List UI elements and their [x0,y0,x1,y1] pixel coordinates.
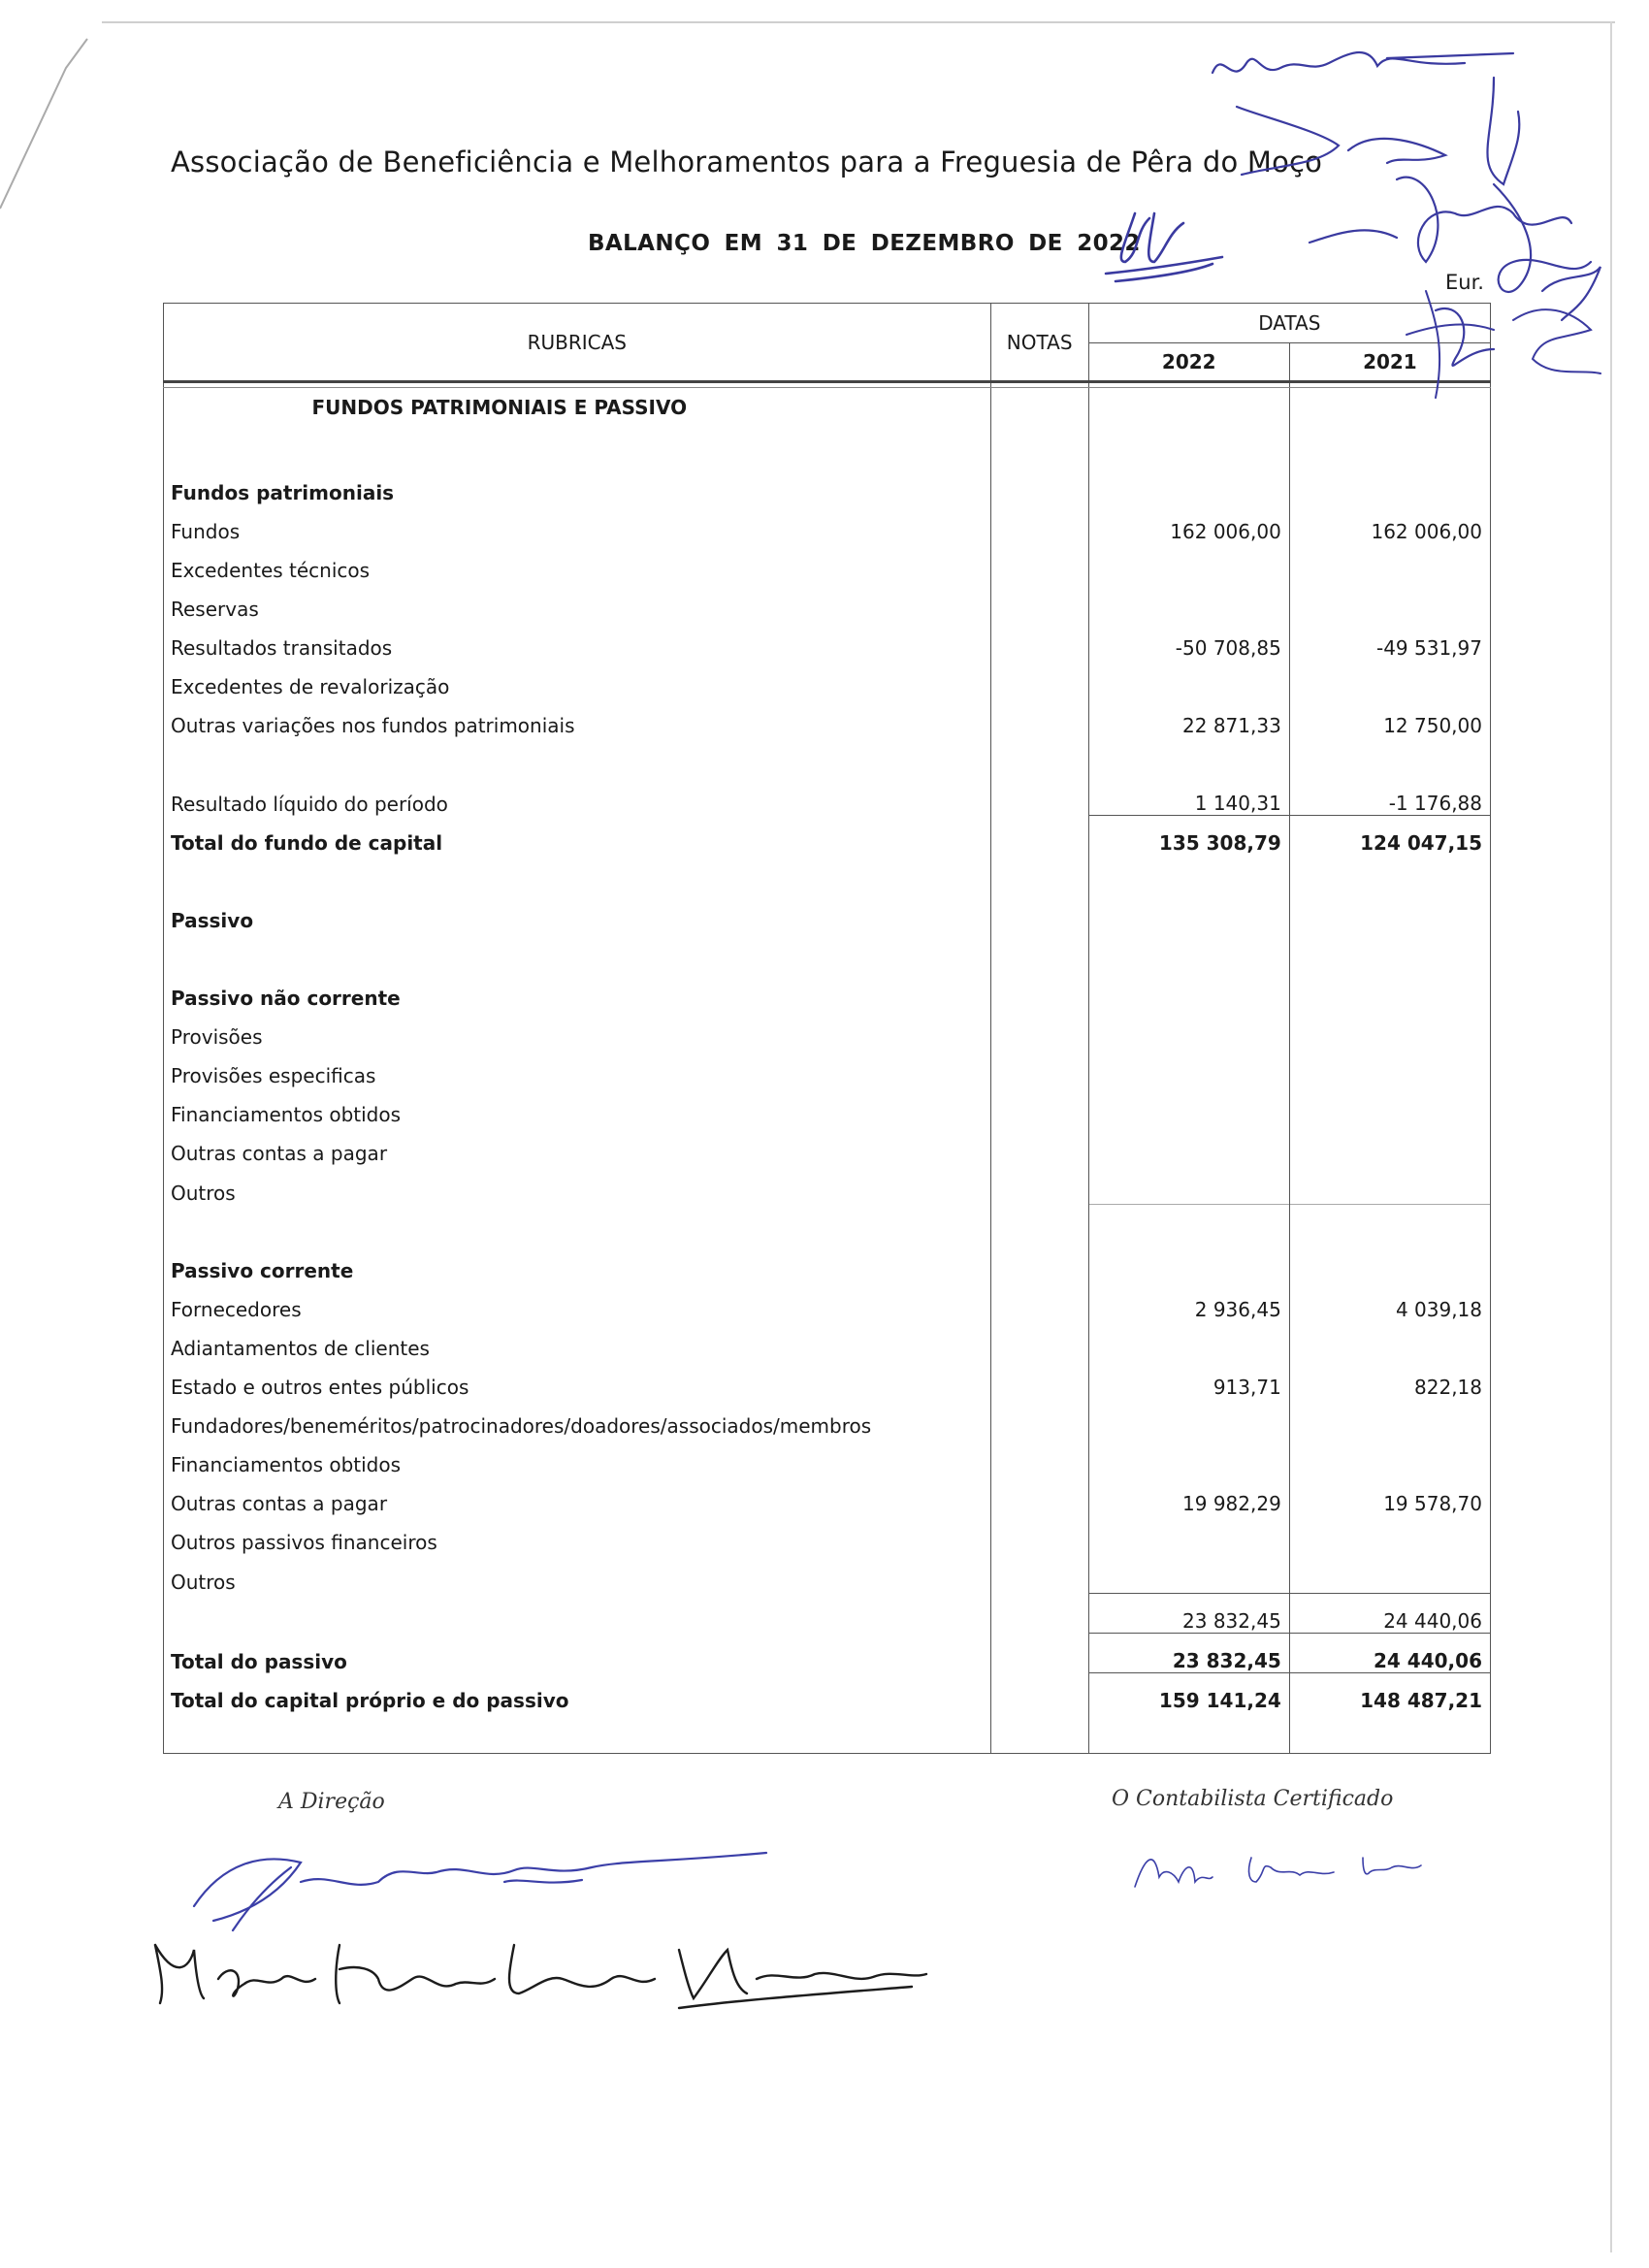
value-2021 [1289,1049,1490,1087]
value-2021 [1289,1165,1490,1205]
value-2022: -50 708,85 [1088,621,1289,660]
column-header-year-2021: 2021 [1289,343,1490,382]
row-label: Excedentes técnicos [164,543,991,582]
row-label: Passivo não corrente [164,971,991,1010]
table-row [164,504,1491,543]
value-2021 [1289,893,1490,932]
balance-sheet-rows [164,388,1491,1754]
organization-title: Associação de Beneficiência e Melhoramentos para a Freguesia de Pêra do Moço [171,146,1323,178]
row-notes [990,1360,1088,1399]
row-label: Reservas [164,582,991,621]
row-label: Outros [164,1554,991,1594]
row-label: Excedentes de revalorização [164,660,991,698]
table-row [164,1049,1491,1087]
row-notes [990,816,1088,856]
balance-sheet-table [163,303,1491,1754]
value-2021: 822,18 [1289,1360,1490,1399]
row-notes [990,737,1088,776]
table-row [164,855,1491,893]
row-label: Resultados transitados [164,621,991,660]
row-label [164,855,991,893]
value-2022: 19 982,29 [1088,1476,1289,1515]
value-2021 [1289,660,1490,698]
row-notes [990,1165,1088,1205]
table-row [164,1554,1491,1594]
value-2021: -1 176,88 [1289,776,1490,816]
row-notes [990,582,1088,621]
row-label [164,427,991,466]
row-label: Outras variações nos fundos patrimoniais [164,698,991,737]
value-2021 [1289,855,1490,893]
table-row [164,1126,1491,1165]
table-row [164,1010,1491,1049]
value-2021 [1289,1399,1490,1438]
value-2021 [1289,1554,1490,1594]
row-notes [990,1438,1088,1476]
value-2022 [1088,737,1289,776]
row-notes [990,1594,1088,1634]
balance-sheet-title: BALANÇO EM 31 DE DEZEMBRO DE 2022 [588,231,1141,256]
row-notes [990,388,1088,428]
row-notes [990,1126,1088,1165]
row-notes [990,1476,1088,1515]
table-row [164,776,1491,816]
row-label: Provisões especificas [164,1049,991,1087]
table-row [164,816,1491,856]
value-2021 [1289,543,1490,582]
value-2022 [1088,1438,1289,1476]
direction-signatures [136,1824,931,2018]
value-2022: 159 141,24 [1088,1673,1289,1713]
row-notes [990,971,1088,1010]
row-notes [990,932,1088,971]
row-notes [990,1282,1088,1321]
value-2021 [1289,1087,1490,1126]
table-row [164,1712,1491,1754]
row-notes [990,1399,1088,1438]
value-2021: 124 047,15 [1289,816,1490,856]
row-notes [990,1673,1088,1713]
folded-corner-edge [0,0,116,252]
row-notes [990,1205,1088,1245]
table-row [164,660,1491,698]
row-label [164,737,991,776]
value-2021 [1289,582,1490,621]
value-2022 [1088,543,1289,582]
initials-signature [1096,194,1232,301]
row-label [164,1205,991,1245]
value-2022: 2 936,45 [1088,1282,1289,1321]
section-heading: FUNDOS PATRIMONIAIS E PASSIVO [164,388,991,428]
value-2022 [1088,1712,1289,1754]
table-row [164,1515,1491,1554]
table-row [164,971,1491,1010]
accountant-signature [1125,1838,1436,1906]
column-header-rubricas: RUBRICAS [164,304,991,382]
row-notes [990,1244,1088,1282]
table-row [164,1673,1491,1713]
table-row [164,1399,1491,1438]
value-2021 [1289,1244,1490,1282]
value-2021: 24 440,06 [1289,1594,1490,1634]
value-2021 [1289,427,1490,466]
value-2021 [1289,971,1490,1010]
row-notes [990,1554,1088,1594]
value-2022 [1088,1165,1289,1205]
value-2021: 24 440,06 [1289,1634,1490,1673]
value-2022: 23 832,45 [1088,1594,1289,1634]
value-2021: -49 531,97 [1289,621,1490,660]
row-label: Fundos [164,504,991,543]
row-notes [990,1515,1088,1554]
value-2022 [1088,582,1289,621]
table-row [164,1438,1491,1476]
row-notes [990,660,1088,698]
row-notes [990,1087,1088,1126]
row-notes [990,543,1088,582]
accountant-label: O Contabilista Certificado [1112,1787,1394,1811]
value-2021 [1289,1438,1490,1476]
value-2022 [1088,1399,1289,1438]
table-row [164,1087,1491,1126]
row-notes [990,621,1088,660]
row-notes [990,1010,1088,1049]
value-2022: 23 832,45 [1088,1634,1289,1673]
row-label: Adiantamentos de clientes [164,1321,991,1360]
value-2022 [1088,1554,1289,1594]
table-row [164,1244,1491,1282]
value-2021 [1289,1010,1490,1049]
column-header-year-2022: 2022 [1088,343,1289,382]
value-2021 [1289,1321,1490,1360]
table-row [164,1476,1491,1515]
value-2022 [1088,1321,1289,1360]
row-label: Provisões [164,1010,991,1049]
value-2022: 135 308,79 [1088,816,1289,856]
row-notes [990,893,1088,932]
row-label: Total do capital próprio e do passivo [164,1673,991,1713]
direction-label: A Direção [278,1790,385,1814]
row-label: Fundos patrimoniais [164,466,991,504]
table-row [164,1594,1491,1634]
table-row [164,427,1491,466]
value-2021: 19 578,70 [1289,1476,1490,1515]
row-notes [990,1049,1088,1087]
value-2022 [1088,1087,1289,1126]
value-2022 [1088,1126,1289,1165]
value-2021: 162 006,00 [1289,504,1490,543]
row-label: Outras contas a pagar [164,1476,991,1515]
value-2021 [1289,1515,1490,1554]
value-2022 [1088,1515,1289,1554]
row-label [164,932,991,971]
column-header-notas: NOTAS [990,304,1088,382]
value-2022 [1088,660,1289,698]
row-label: Total do passivo [164,1634,991,1673]
row-notes [990,1712,1088,1754]
table-row [164,543,1491,582]
table-row [164,1165,1491,1205]
row-label: Financiamentos obtidos [164,1087,991,1126]
row-label: Fornecedores [164,1282,991,1321]
value-2021: 4 039,18 [1289,1282,1490,1321]
row-label [164,1712,991,1754]
value-2021 [1289,1126,1490,1165]
value-2022 [1088,893,1289,932]
value-2022: 1 140,31 [1088,776,1289,816]
value-2021 [1289,932,1490,971]
row-notes [990,1634,1088,1673]
row-notes [990,504,1088,543]
currency-label: Eur. [1445,271,1484,294]
value-2021 [1289,737,1490,776]
row-label [164,1594,991,1634]
row-label: Fundadores/beneméritos/patrocinadores/doadores/associados/membros [164,1399,991,1438]
row-notes [990,466,1088,504]
value-2021: 12 750,00 [1289,698,1490,737]
value-2022 [1088,466,1289,504]
table-row [164,1205,1491,1245]
value-2022 [1088,427,1289,466]
table-row [164,1634,1491,1673]
table-row [164,388,1491,428]
value-2022: 22 871,33 [1088,698,1289,737]
value-2022 [1088,388,1289,428]
row-notes [990,698,1088,737]
row-label: Outros passivos financeiros [164,1515,991,1554]
row-label: Resultado líquido do período [164,776,991,816]
value-2022 [1088,855,1289,893]
table-row [164,1321,1491,1360]
table-row [164,466,1491,504]
value-2022 [1088,1010,1289,1049]
row-label: Financiamentos obtidos [164,1438,991,1476]
value-2022 [1088,1049,1289,1087]
row-label: Passivo corrente [164,1244,991,1282]
table-row [164,932,1491,971]
table-row [164,698,1491,737]
row-label: Estado e outros entes públicos [164,1360,991,1399]
row-label: Passivo [164,893,991,932]
right-margin-signatures [1397,281,1610,407]
table-row [164,893,1491,932]
table-row [164,1360,1491,1399]
value-2022: 162 006,00 [1088,504,1289,543]
row-label: Outras contas a pagar [164,1126,991,1165]
value-2021 [1289,1712,1490,1754]
row-label: Total do fundo de capital [164,816,991,856]
value-2022 [1088,971,1289,1010]
value-2021 [1289,466,1490,504]
row-notes [990,776,1088,816]
table-row [164,582,1491,621]
table-row [164,1282,1491,1321]
row-notes [990,1321,1088,1360]
value-2021: 148 487,21 [1289,1673,1490,1713]
value-2022 [1088,1205,1289,1245]
value-2021 [1289,1205,1490,1245]
row-notes [990,855,1088,893]
value-2022: 913,71 [1088,1360,1289,1399]
value-2022 [1088,1244,1289,1282]
row-notes [990,427,1088,466]
table-row [164,621,1491,660]
table-row [164,737,1491,776]
value-2022 [1088,932,1289,971]
column-header-datas: DATAS [1088,304,1490,343]
row-label: Outros [164,1165,991,1205]
